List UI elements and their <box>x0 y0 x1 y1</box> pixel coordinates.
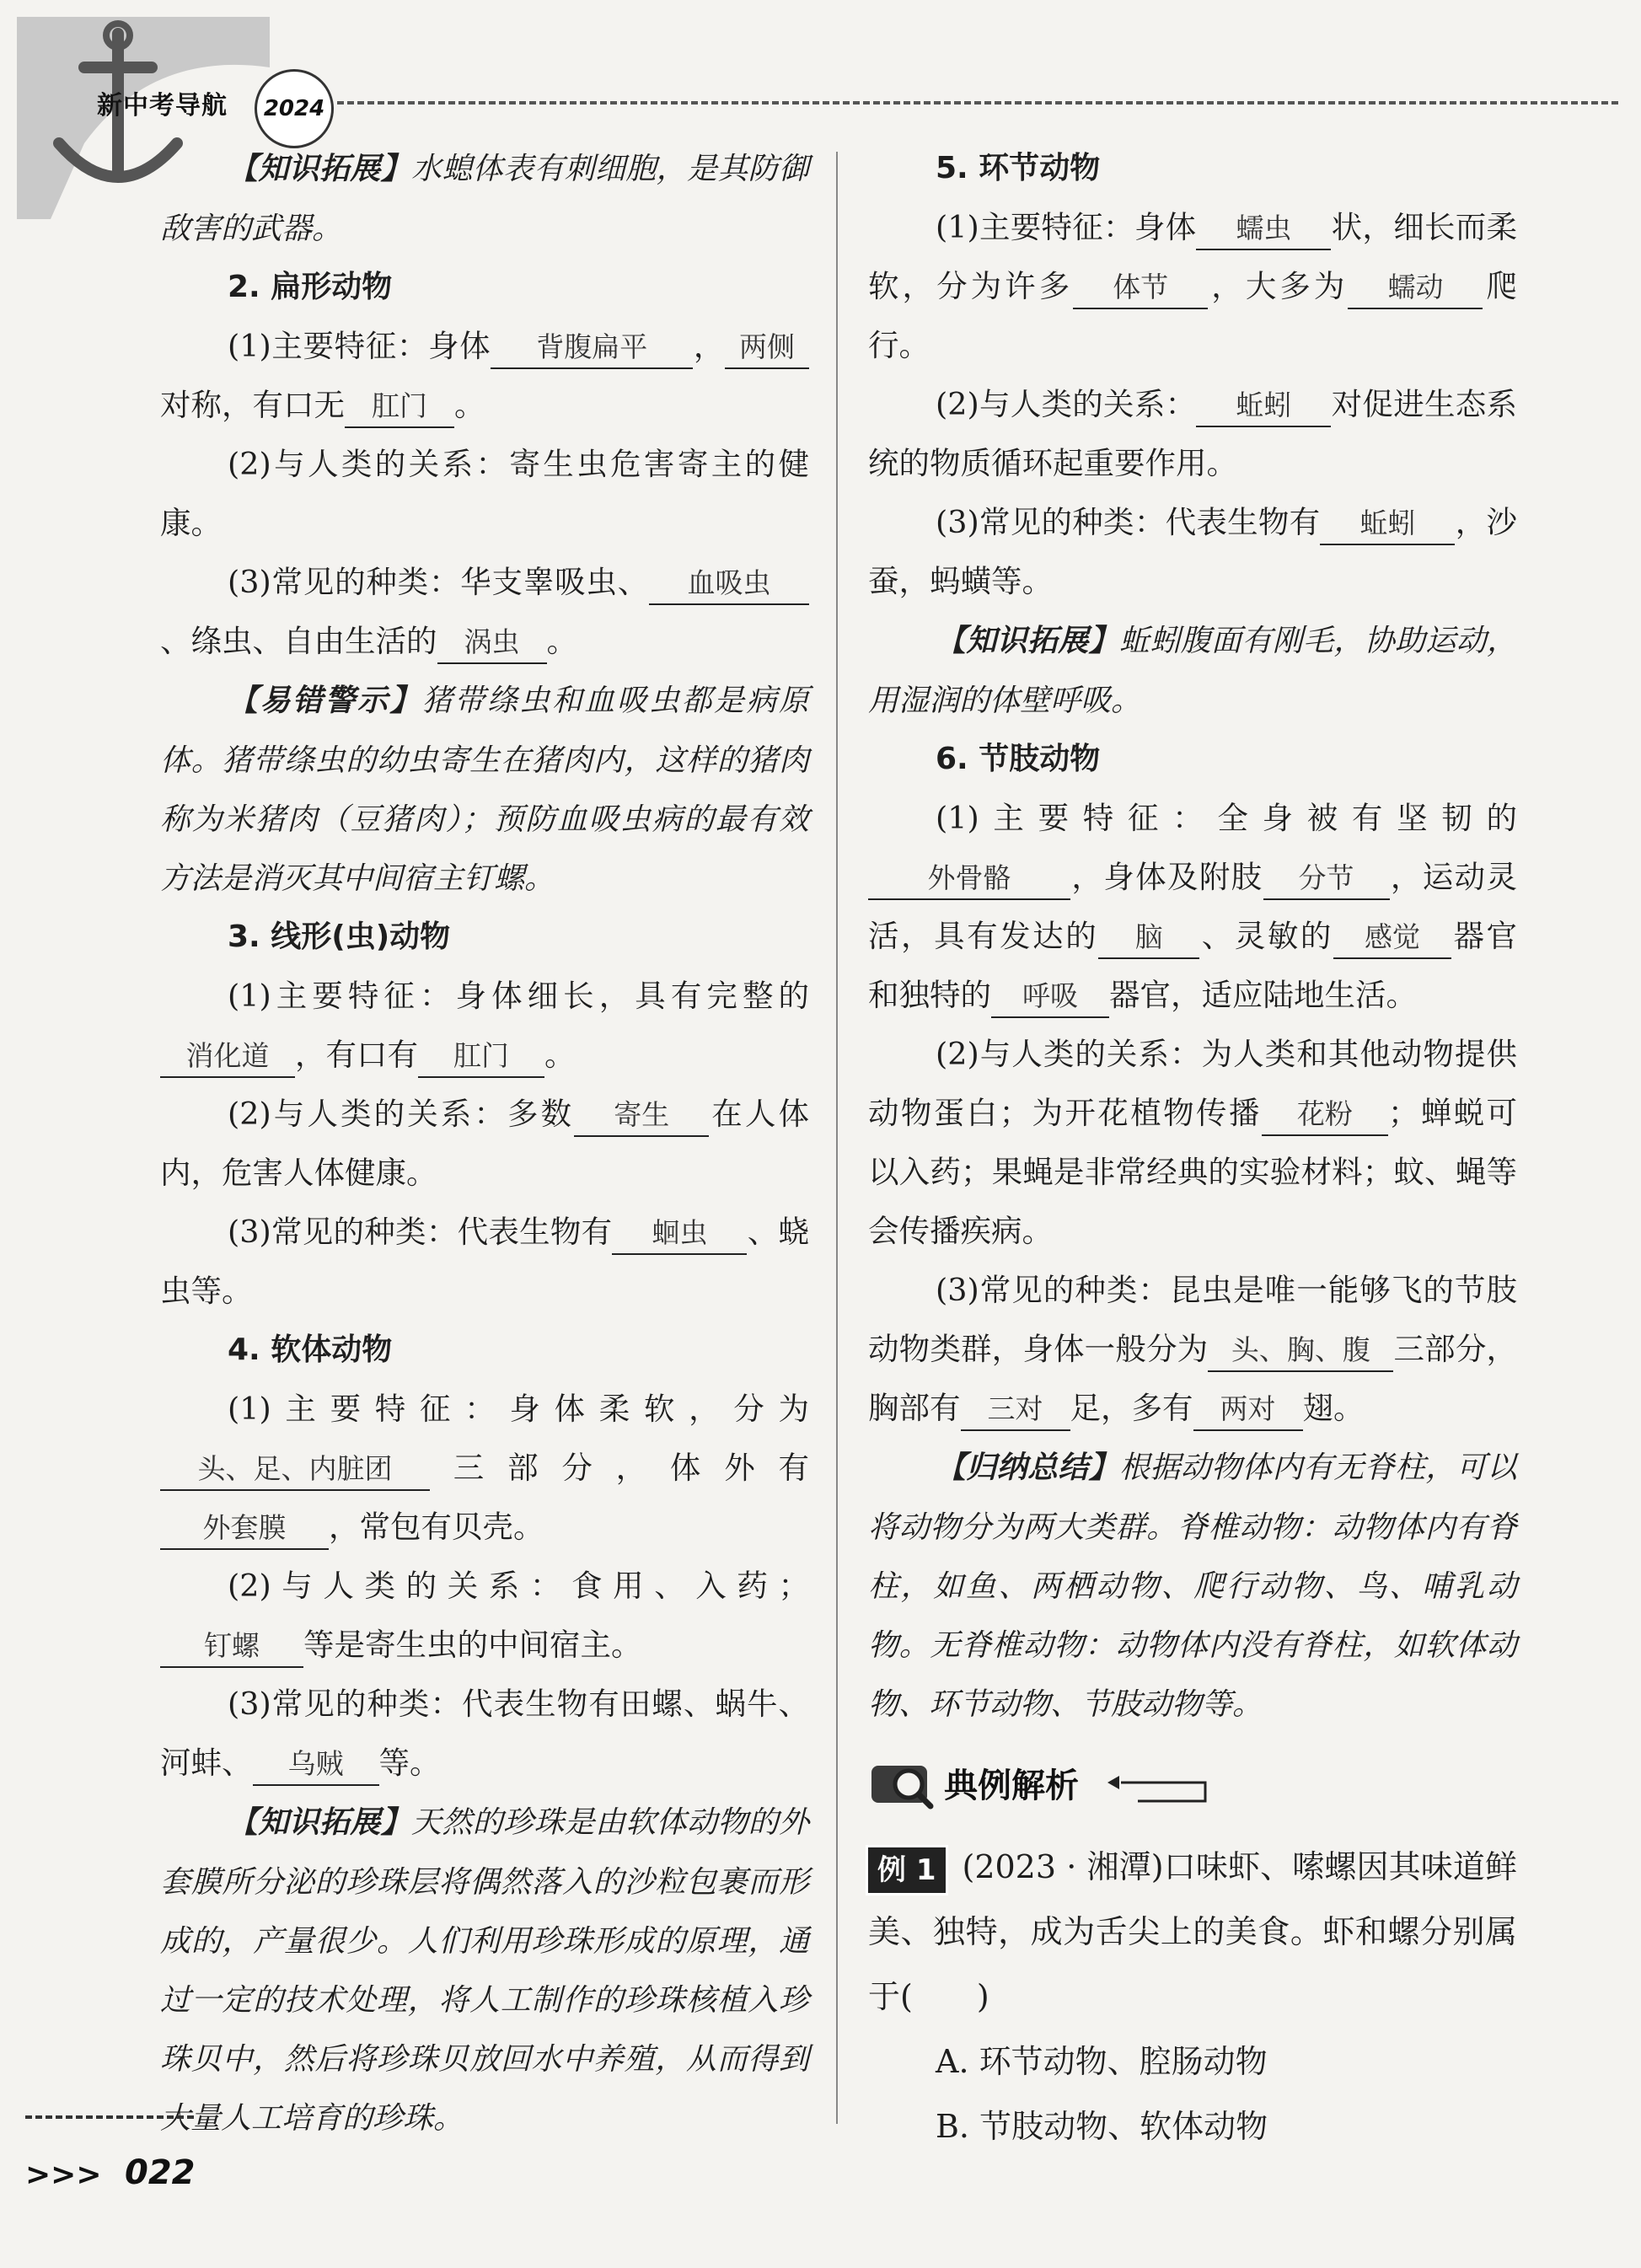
text-run: ，运动灵活，具有发达的 <box>868 859 1518 954</box>
text-run: (1)主要特征：身体 <box>228 328 491 364</box>
note-paragraph <box>868 1438 1517 1734</box>
answer-blank: 三对 <box>961 1389 1070 1431</box>
answer-blank: 血吸虫 <box>649 563 809 605</box>
answer-blank: 钉螺 <box>160 1626 303 1668</box>
text-run: (3)常见的种类：代表生物有 <box>936 504 1321 540</box>
answer-blank: 外骨骼 <box>868 858 1070 900</box>
answer-blank: 感觉 <box>1333 917 1451 959</box>
note-tag: 【知识拓展】 <box>936 624 1119 658</box>
section-heading: 4. 软体动物 <box>228 1332 393 1367</box>
text-run: (1)主要特征：身体 <box>936 209 1197 245</box>
text-run: (1)主要特征：全身被有坚韧的 <box>936 800 1517 836</box>
note-text: 蚯蚓腹面有刚毛，协助运动，用湿润的体壁呼吸。 <box>868 624 1517 717</box>
text-run: (3)常见的种类：昆虫是唯一能够飞的节肢动物类群，身体一般分为 <box>868 1272 1517 1367</box>
text-run: 状，细长而柔软，分为许多 <box>868 209 1518 304</box>
header-divider <box>337 101 1618 105</box>
section-heading: 6. 节肢动物 <box>936 742 1101 776</box>
body-paragraph <box>160 967 809 1085</box>
section-heading: 3. 线形(虫)动物 <box>228 920 451 954</box>
note-tag: 【知识拓展】 <box>228 152 411 186</box>
text-run: 器官，适应陆地生活。 <box>1109 977 1417 1013</box>
page-number: 022 <box>125 2153 196 2192</box>
text-run: ，沙蚕，蚂蟥等。 <box>868 504 1518 599</box>
text-run: 足，多有 <box>1070 1390 1193 1426</box>
answer-blank: 分节 <box>1263 858 1390 900</box>
text-run: (2)与人类的关系：寄生虫危害寄主的健康。 <box>160 446 809 541</box>
text-run: 爬行。 <box>868 268 1518 363</box>
example-tag: 例 1 <box>868 1847 946 1893</box>
footer-arrows: >>> <box>25 2158 102 2192</box>
text-run: 。 <box>546 623 577 659</box>
text-run: 在人体内，危害人体健康。 <box>160 1096 810 1191</box>
body-paragraph <box>160 1085 809 1203</box>
text-run: ，有口有 <box>295 1037 418 1073</box>
option-a: A. 环节动物、腔肠动物 <box>936 2043 1268 2080</box>
left-column <box>160 139 809 2147</box>
answer-blank: 蠕动 <box>1348 267 1483 309</box>
text-run: 等。 <box>378 1745 441 1781</box>
text-run: ，常包有贝壳。 <box>329 1509 544 1545</box>
note-paragraph <box>868 611 1517 730</box>
answer-blank: 两侧 <box>725 327 809 369</box>
text-run: ，大多为 <box>1208 268 1349 304</box>
text-run: 对促进生态系统的物质循环起重要作用。 <box>868 386 1518 481</box>
answer-blank: 蚯蚓 <box>1196 385 1331 427</box>
note-text: 猪带绦虫和血吸虫都是病原体。猪带绦虫的幼虫寄生在猪肉内，这样的猪肉称为米猪肉（豆猪肉）；预防血吸虫病的最有效方法是消灭其中间宿主钉螺。 <box>160 684 809 895</box>
body-paragraph <box>160 1557 809 1675</box>
body-paragraph <box>160 553 809 671</box>
answer-blank: 外套膜 <box>160 1508 329 1550</box>
answer-blank: 呼吸 <box>991 976 1109 1018</box>
section-heading: 5. 环节动物 <box>936 151 1101 185</box>
text-run: ，身体及附肢 <box>1070 859 1263 895</box>
body-paragraph <box>868 1025 1517 1261</box>
answer-blank: 肛门 <box>418 1036 544 1078</box>
example-question-text: (2023 · 湘潭)口味虾、嗦螺因其味道鲜美、独特，成为舌尖上的美食。虾和螺分别属于( ) <box>868 1848 1517 2015</box>
body-paragraph <box>868 493 1517 611</box>
answer-blank: 蛔虫 <box>612 1213 747 1255</box>
answer-blank: 消化道 <box>160 1036 295 1078</box>
answer-blank: 乌贼 <box>253 1744 379 1786</box>
text-run: ， <box>693 328 726 364</box>
text-run: (2)与人类的关系：为人类和其他动物提供动物蛋白；为开花植物传播 <box>868 1036 1517 1131</box>
example-question <box>868 1835 1517 2029</box>
note-tag: 【知识拓展】 <box>228 1805 411 1840</box>
right-column <box>868 139 1517 2159</box>
text-run: 三部分，体外有 <box>430 1450 809 1486</box>
answer-blank: 蚯蚓 <box>1320 503 1455 545</box>
text-run: ；蝉蜕可以入药；果蝇是非常经典的实验材料；蚊、蝇等会传播疾病。 <box>868 1095 1518 1249</box>
text-run: (2)与人类的关系：食用、入药； <box>228 1568 809 1604</box>
answer-blank: 花粉 <box>1262 1094 1388 1136</box>
text-run: 、绦虫、自由生活的 <box>160 623 437 659</box>
series-title: 新中考导航 <box>97 91 228 121</box>
page-header <box>0 0 1641 160</box>
example-section-header <box>868 1751 1517 1818</box>
text-run: 翅。 <box>1302 1390 1365 1426</box>
note-tag: 【归纳总结】 <box>936 1450 1119 1485</box>
body-paragraph <box>160 1675 809 1793</box>
text-run: (1)主要特征：身体柔软，分为 <box>228 1391 809 1427</box>
text-run: (3)常见的种类：华支睾吸虫、 <box>228 564 649 600</box>
text-run: (3)常见的种类：代表生物有田螺、蜗牛、河蚌、 <box>160 1686 809 1781</box>
text-run: 、灵敏的 <box>1199 918 1333 954</box>
body-paragraph <box>868 375 1517 493</box>
note-tag: 【易错警示】 <box>228 684 422 718</box>
answer-blank: 肛门 <box>345 386 454 428</box>
answer-blank: 脑 <box>1098 917 1199 959</box>
note-text: 根据动物体内有无脊柱，可以将动物分为两大类群。脊椎动物：动物体内有脊柱，如鱼、两栖动物、爬行动物、鸟、哺乳动物。无脊椎动物：动物体内没有脊柱，如软体动物、环节动物、节肢动物等。 <box>868 1450 1517 1721</box>
note-paragraph <box>160 1793 809 2147</box>
column-divider <box>836 152 838 2124</box>
arrow-decoration-icon <box>1104 1772 1222 1806</box>
magnifier-icon <box>868 1751 936 1818</box>
year-badge: 2024 <box>255 69 334 148</box>
answer-blank: 背腹扁平 <box>491 327 693 369</box>
body-paragraph <box>868 789 1517 1025</box>
answer-blank: 头、胸、腹 <box>1208 1330 1393 1372</box>
note-paragraph <box>160 671 809 908</box>
body-paragraph <box>868 1261 1517 1438</box>
section-heading: 2. 扁形动物 <box>228 270 393 304</box>
body-paragraph <box>160 1380 809 1557</box>
body-paragraph <box>160 435 809 553</box>
note-text: 水螅体表有刺细胞，是其防御敌害的武器。 <box>160 152 809 245</box>
text-run: 等是寄生虫的中间宿主。 <box>303 1627 642 1663</box>
text-run: 对称，有口无 <box>160 387 345 423</box>
note-paragraph <box>160 139 809 258</box>
answer-blank: 两对 <box>1193 1389 1303 1431</box>
note-text: 天然的珍珠是由软体动物的外套膜所分泌的珍珠层将偶然落入的沙粒包裹而形成的，产量很少。人们利用珍珠形成的原理，通过一定的技术处理，将人工制作的珍珠核植入珍珠贝中，然后将珍珠贝放回水中养殖，从而得到大量人工培育的珍珠。 <box>160 1805 809 2135</box>
answer-blank: 寄生 <box>574 1095 709 1137</box>
body-paragraph <box>160 1203 809 1321</box>
footer-divider <box>25 2115 194 2119</box>
text-run: 。 <box>454 387 485 423</box>
answer-blank: 头、足、内脏团 <box>160 1449 430 1491</box>
body-paragraph <box>868 198 1517 375</box>
text-run: (3)常见的种类：代表生物有 <box>228 1214 613 1250</box>
text-run: 。 <box>544 1037 576 1073</box>
text-run: (1)主要特征：身体细长，具有完整的 <box>228 978 809 1014</box>
text-run: 三部分，胸部有 <box>868 1331 1518 1426</box>
answer-blank: 体节 <box>1073 267 1208 309</box>
answer-blank: 蠕虫 <box>1196 208 1331 250</box>
text-run: 、蛲虫等。 <box>160 1214 810 1309</box>
text-run: (2)与人类的关系：多数 <box>228 1096 575 1132</box>
answer-blank: 涡虫 <box>437 622 547 664</box>
body-paragraph <box>160 317 809 435</box>
option-b: B. 节肢动物、软体动物 <box>936 2108 1268 2145</box>
text-run: (2)与人类的关系： <box>936 386 1197 422</box>
example-section-title: 典例解析 <box>944 1767 1079 1805</box>
text-run: 器官和独特的 <box>868 918 1518 1013</box>
